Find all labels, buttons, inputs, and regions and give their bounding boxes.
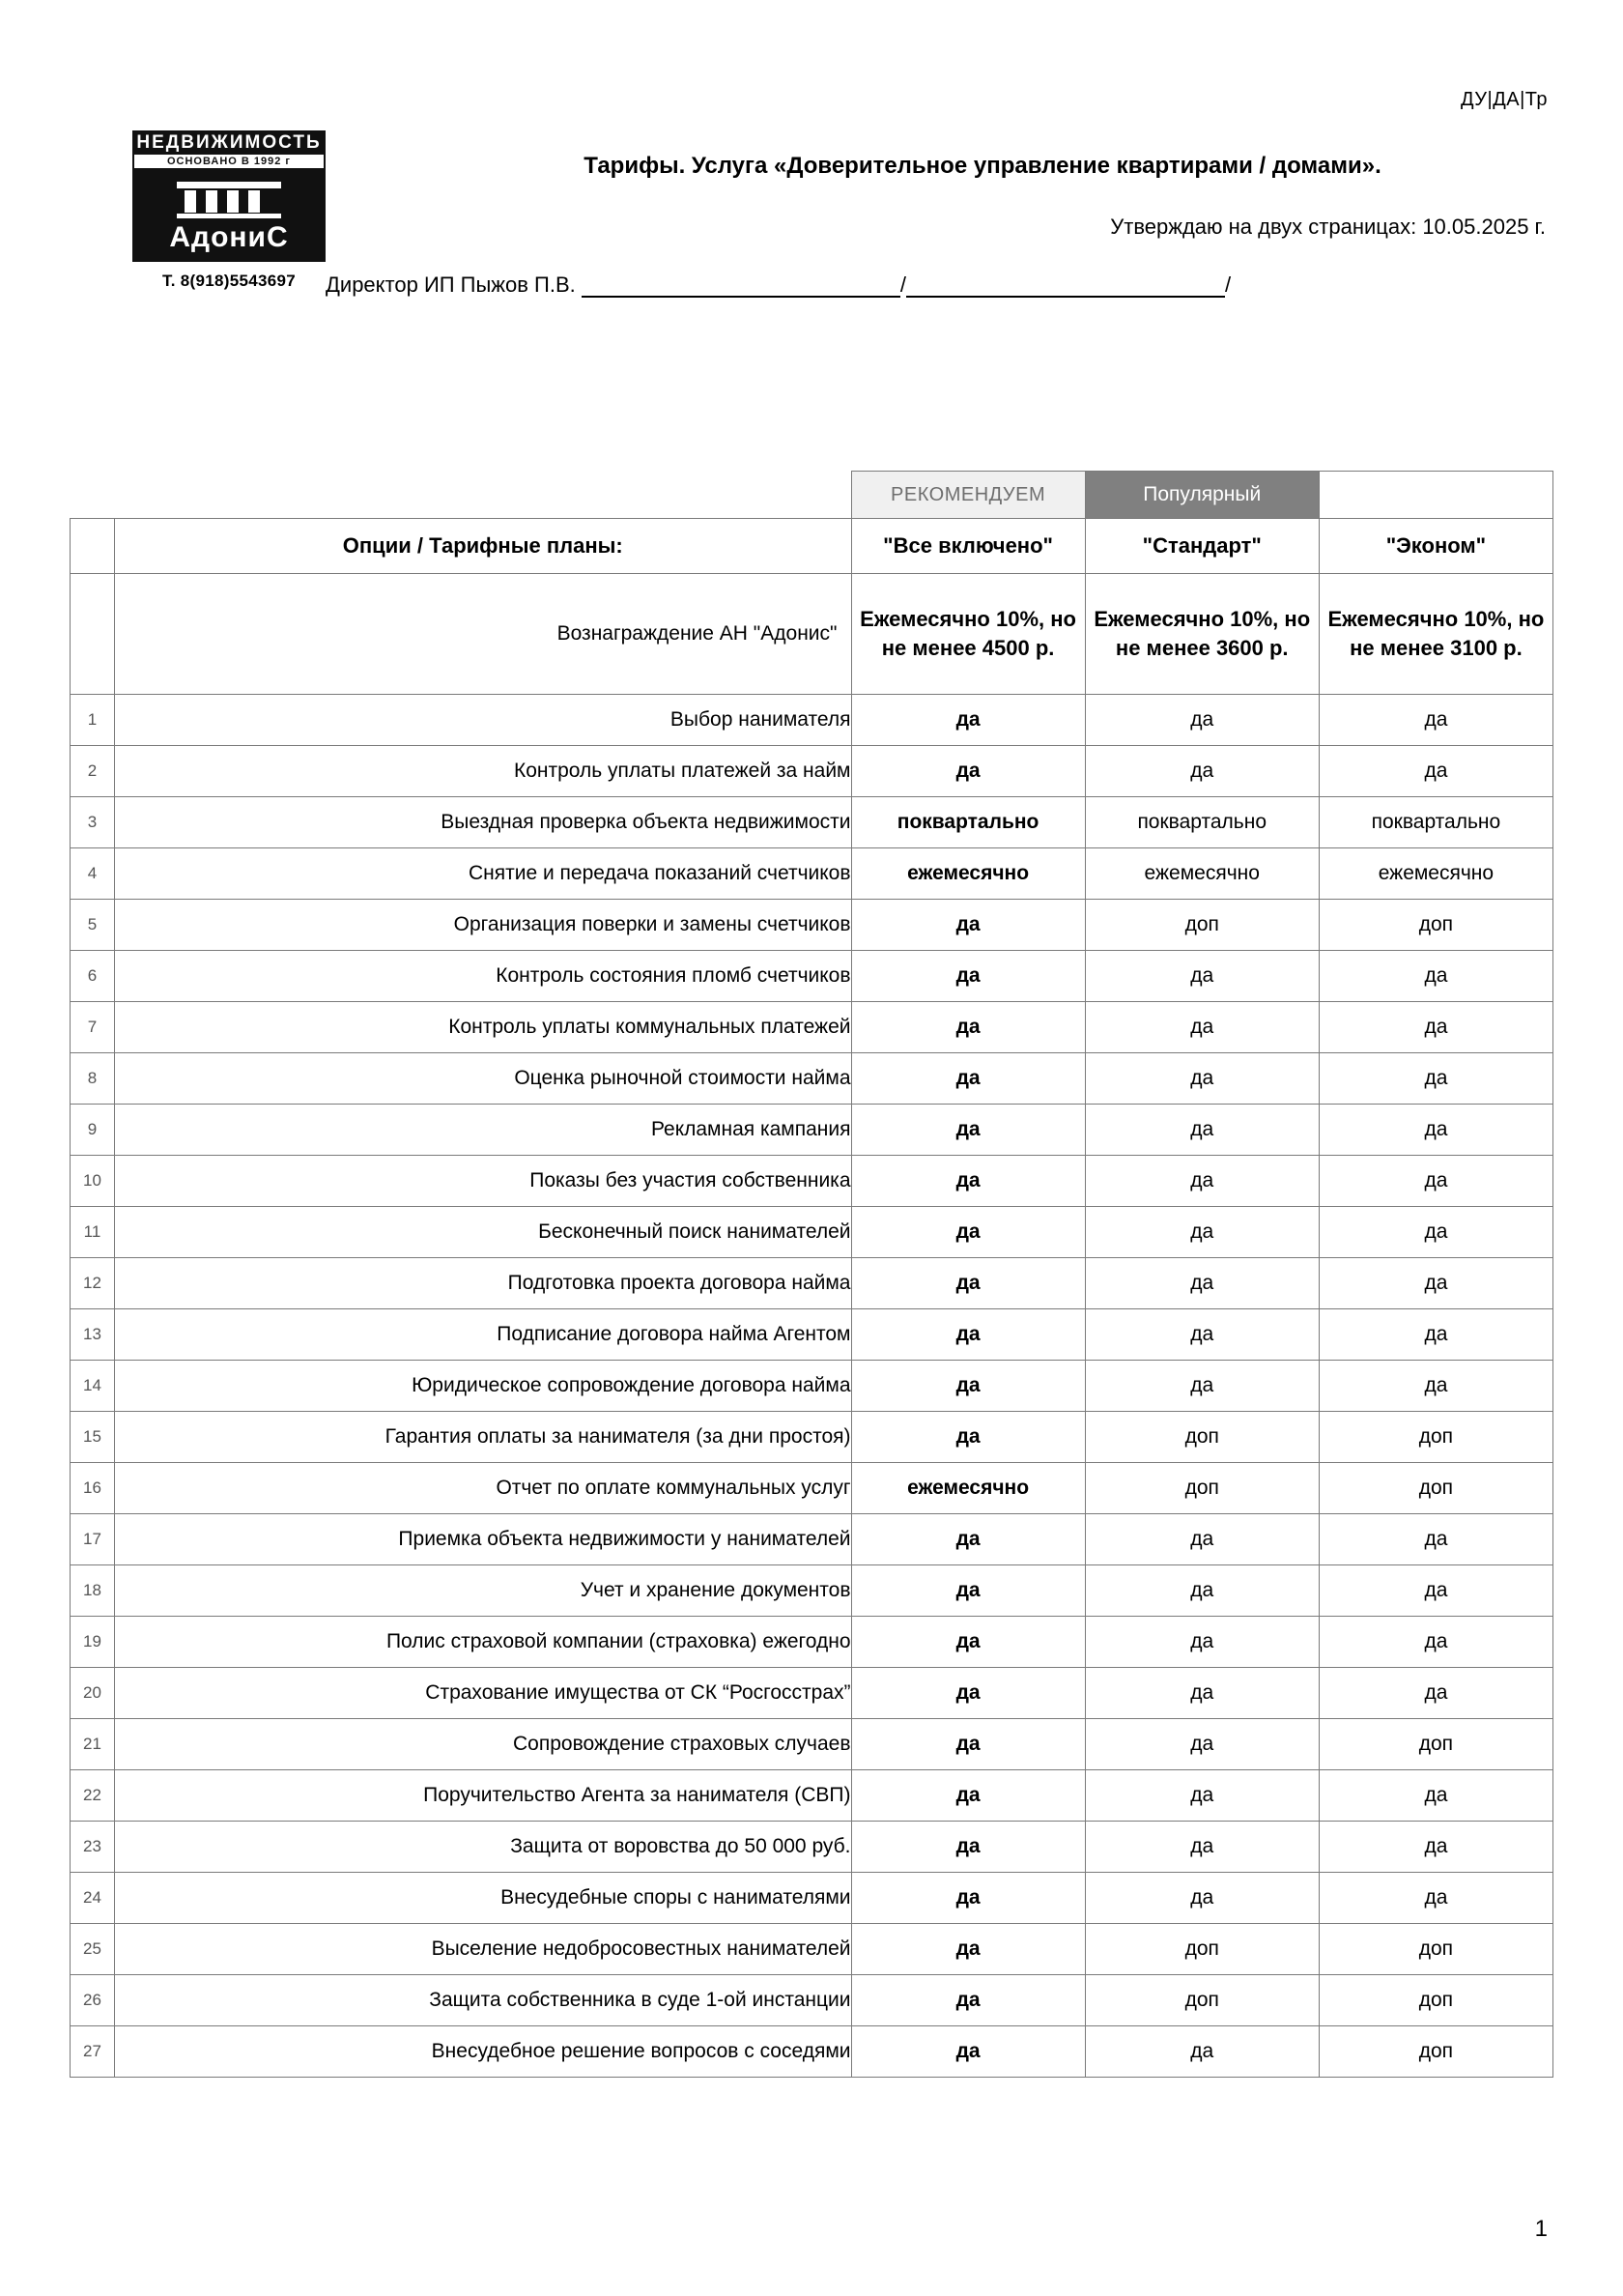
ribbon-spacer-opt <box>115 472 851 519</box>
table-row <box>71 1412 1553 1463</box>
row-number: 14 <box>71 1361 115 1412</box>
director-signature-line: Директор ИП Пыжов П.В. / / <box>326 273 1232 297</box>
fee-value-0: Ежемесячно 10%, но не менее 4500 р. <box>851 574 1085 695</box>
row-value-0: да <box>851 1412 1085 1463</box>
row-value-1: да <box>1085 1156 1319 1207</box>
row-number: 8 <box>71 1053 115 1105</box>
row-number: 20 <box>71 1668 115 1719</box>
table-row <box>71 1053 1553 1105</box>
row-option-label: Внесудебное решение вопросов с соседями <box>115 2026 851 2078</box>
row-number: 13 <box>71 1309 115 1361</box>
row-number: 22 <box>71 1770 115 1822</box>
row-number: 25 <box>71 1924 115 1975</box>
table-row <box>71 1873 1553 1924</box>
row-option-label: Отчет по оплате коммунальных услуг <box>115 1463 851 1514</box>
row-option-label: Выселение недобросовестных нанимателей <box>115 1924 851 1975</box>
row-value-2: да <box>1319 1002 1552 1053</box>
logo-top-text: НЕДВИЖИМОСТЬ <box>132 130 326 155</box>
row-value-0: да <box>851 1207 1085 1258</box>
row-value-2: доп <box>1319 1412 1552 1463</box>
row-value-0: да <box>851 900 1085 951</box>
row-value-0: да <box>851 1053 1085 1105</box>
row-value-1: доп <box>1085 1463 1319 1514</box>
logo-company-name: АдониС <box>169 220 289 253</box>
row-value-1: да <box>1085 1309 1319 1361</box>
row-value-1: да <box>1085 1002 1319 1053</box>
row-option-label: Бесконечный поиск нанимателей <box>115 1207 851 1258</box>
row-option-label: Показы без участия собственника <box>115 1156 851 1207</box>
row-value-1: да <box>1085 746 1319 797</box>
table-row <box>71 1463 1553 1514</box>
row-value-2: доп <box>1319 1975 1552 2026</box>
row-value-0: да <box>851 1873 1085 1924</box>
row-number: 16 <box>71 1463 115 1514</box>
row-value-2: да <box>1319 1207 1552 1258</box>
row-value-0: да <box>851 1156 1085 1207</box>
row-number: 21 <box>71 1719 115 1770</box>
logo-subtitle-text: ОСНОВАНО В 1992 г <box>132 155 326 170</box>
ribbon-spacer-num <box>71 472 115 519</box>
fee-num-cell <box>71 574 115 695</box>
signature-rule-2 <box>906 276 1225 298</box>
row-value-2: доп <box>1319 1463 1552 1514</box>
row-value-0: да <box>851 951 1085 1002</box>
row-value-2: да <box>1319 1156 1552 1207</box>
ribbon-row <box>71 472 1553 519</box>
row-value-2: да <box>1319 1105 1552 1156</box>
row-number: 23 <box>71 1822 115 1873</box>
table-row <box>71 1258 1553 1309</box>
fee-label: Вознаграждение АН "Адонис" <box>115 574 851 695</box>
fee-value-2: Ежемесячно 10%, но не менее 3100 р. <box>1319 574 1552 695</box>
table-header-row <box>71 519 1553 574</box>
row-value-0: да <box>851 1770 1085 1822</box>
document-code: ДУ|ДА|Тр <box>1461 89 1548 110</box>
row-value-0: да <box>851 746 1085 797</box>
table-row <box>71 2026 1553 2078</box>
table-row <box>71 797 1553 848</box>
row-value-2: да <box>1319 1309 1552 1361</box>
row-number: 12 <box>71 1258 115 1309</box>
table-row <box>71 1770 1553 1822</box>
row-value-2: да <box>1319 1617 1552 1668</box>
temple-icon <box>175 178 283 220</box>
table-row <box>71 1207 1553 1258</box>
row-value-0: да <box>851 1668 1085 1719</box>
row-value-0: да <box>851 1822 1085 1873</box>
row-value-0: да <box>851 1309 1085 1361</box>
row-value-0: да <box>851 1719 1085 1770</box>
row-option-label: Рекламная кампания <box>115 1105 851 1156</box>
row-value-1: да <box>1085 1822 1319 1873</box>
row-option-label: Выездная проверка объекта недвижимости <box>115 797 851 848</box>
table-row <box>71 1105 1553 1156</box>
row-value-1: да <box>1085 1719 1319 1770</box>
approval-line: Утверждаю на двух страницах: 10.05.2025 г. <box>1110 215 1546 239</box>
row-option-label: Подписание договора найма Агентом <box>115 1309 851 1361</box>
table-row <box>71 1924 1553 1975</box>
row-value-1: да <box>1085 951 1319 1002</box>
fee-row <box>71 574 1553 695</box>
table-row <box>71 1514 1553 1565</box>
row-value-1: да <box>1085 1668 1319 1719</box>
row-number: 6 <box>71 951 115 1002</box>
row-option-label: Гарантия оплаты за нанимателя (за дни простоя) <box>115 1412 851 1463</box>
table-row <box>71 695 1553 746</box>
row-value-1: да <box>1085 1565 1319 1617</box>
row-option-label: Приемка объекта недвижимости у нанимателей <box>115 1514 851 1565</box>
row-value-1: да <box>1085 1617 1319 1668</box>
row-value-0: да <box>851 1924 1085 1975</box>
table-row <box>71 1822 1553 1873</box>
page-number: 1 <box>1534 2216 1548 2242</box>
logo-box <box>132 130 326 262</box>
row-number: 18 <box>71 1565 115 1617</box>
row-number: 1 <box>71 695 115 746</box>
row-value-0: да <box>851 1975 1085 2026</box>
row-number: 19 <box>71 1617 115 1668</box>
table-row <box>71 1668 1553 1719</box>
row-option-label: Учет и хранение документов <box>115 1565 851 1617</box>
row-value-0: поквартально <box>851 797 1085 848</box>
plan-name-1: "Стандарт" <box>1085 519 1319 574</box>
table-row <box>71 1361 1553 1412</box>
row-value-2: доп <box>1319 1719 1552 1770</box>
row-value-2: да <box>1319 1770 1552 1822</box>
ribbon-recommended: РЕКОМЕНДУЕМ <box>851 472 1085 519</box>
header-num-cell <box>71 519 115 574</box>
table-row <box>71 900 1553 951</box>
table-row <box>71 746 1553 797</box>
row-number: 26 <box>71 1975 115 2026</box>
row-value-1: да <box>1085 1053 1319 1105</box>
row-value-0: да <box>851 1514 1085 1565</box>
row-value-0: да <box>851 1361 1085 1412</box>
row-value-1: да <box>1085 695 1319 746</box>
table-row <box>71 1156 1553 1207</box>
ribbon-popular: Популярный <box>1085 472 1319 519</box>
company-phone: Т. 8(918)5543697 <box>161 271 297 290</box>
row-option-label: Организация поверки и замены счетчиков <box>115 900 851 951</box>
row-value-2: да <box>1319 1514 1552 1565</box>
table-row <box>71 1002 1553 1053</box>
row-value-2: доп <box>1319 900 1552 951</box>
row-option-label: Сопровождение страховых случаев <box>115 1719 851 1770</box>
table-row <box>71 1565 1553 1617</box>
row-value-2: да <box>1319 746 1552 797</box>
row-number: 15 <box>71 1412 115 1463</box>
company-logo <box>118 130 340 291</box>
row-value-1: доп <box>1085 900 1319 951</box>
fee-value-1: Ежемесячно 10%, но не менее 3600 р. <box>1085 574 1319 695</box>
row-value-0: ежемесячно <box>851 848 1085 900</box>
row-option-label: Контроль состояния пломб счетчиков <box>115 951 851 1002</box>
logo-main <box>132 170 326 262</box>
row-value-0: да <box>851 1258 1085 1309</box>
row-value-0: да <box>851 1002 1085 1053</box>
row-value-2: да <box>1319 1258 1552 1309</box>
row-number: 17 <box>71 1514 115 1565</box>
row-option-label: Защита собственника в суде 1-ой инстанции <box>115 1975 851 2026</box>
row-value-1: доп <box>1085 1975 1319 2026</box>
row-number: 11 <box>71 1207 115 1258</box>
plan-name-2: "Эконом" <box>1319 519 1552 574</box>
row-value-1: да <box>1085 1258 1319 1309</box>
row-number: 24 <box>71 1873 115 1924</box>
row-value-1: да <box>1085 1873 1319 1924</box>
table-row <box>71 1719 1553 1770</box>
tariffs-table <box>70 471 1553 2078</box>
ribbon-empty <box>1319 472 1552 519</box>
table-row <box>71 951 1553 1002</box>
row-value-1: поквартально <box>1085 797 1319 848</box>
row-option-label: Снятие и передача показаний счетчиков <box>115 848 851 900</box>
row-value-1: да <box>1085 2026 1319 2078</box>
row-value-2: да <box>1319 951 1552 1002</box>
row-value-2: да <box>1319 1822 1552 1873</box>
row-value-1: да <box>1085 1770 1319 1822</box>
table-row <box>71 1975 1553 2026</box>
row-value-2: доп <box>1319 2026 1552 2078</box>
plan-name-0: "Все включено" <box>851 519 1085 574</box>
row-option-label: Оценка рыночной стоимости найма <box>115 1053 851 1105</box>
row-value-1: да <box>1085 1105 1319 1156</box>
table-row <box>71 848 1553 900</box>
row-value-2: да <box>1319 1053 1552 1105</box>
director-label: Директор ИП Пыжов П.В. <box>326 273 576 297</box>
row-value-1: да <box>1085 1207 1319 1258</box>
row-value-2: доп <box>1319 1924 1552 1975</box>
table-row <box>71 1309 1553 1361</box>
row-value-1: доп <box>1085 1924 1319 1975</box>
row-value-0: ежемесячно <box>851 1463 1085 1514</box>
row-number: 7 <box>71 1002 115 1053</box>
row-number: 9 <box>71 1105 115 1156</box>
signature-rule-1 <box>582 276 900 298</box>
document-header <box>70 58 1553 329</box>
row-value-1: да <box>1085 1514 1319 1565</box>
row-option-label: Юридическое сопровождение договора найма <box>115 1361 851 1412</box>
row-value-2: ежемесячно <box>1319 848 1552 900</box>
row-option-label: Контроль уплаты платежей за найм <box>115 746 851 797</box>
row-value-1: да <box>1085 1361 1319 1412</box>
row-number: 4 <box>71 848 115 900</box>
row-value-1: доп <box>1085 1412 1319 1463</box>
row-value-2: да <box>1319 1361 1552 1412</box>
row-option-label: Защита от воровства до 50 000 руб. <box>115 1822 851 1873</box>
row-option-label: Подготовка проекта договора найма <box>115 1258 851 1309</box>
row-value-2: да <box>1319 1565 1552 1617</box>
header-options-label: Опции / Тарифные планы: <box>115 519 851 574</box>
row-option-label: Контроль уплаты коммунальных платежей <box>115 1002 851 1053</box>
row-option-label: Внесудебные споры с нанимателями <box>115 1873 851 1924</box>
row-value-0: да <box>851 2026 1085 2078</box>
row-value-2: да <box>1319 1873 1552 1924</box>
row-option-label: Полис страховой компании (страховка) ежегодно <box>115 1617 851 1668</box>
row-option-label: Страхование имущества от СК “Росгосстрах” <box>115 1668 851 1719</box>
row-number: 3 <box>71 797 115 848</box>
row-option-label: Выбор нанимателя <box>115 695 851 746</box>
row-value-2: да <box>1319 695 1552 746</box>
row-number: 2 <box>71 746 115 797</box>
row-value-0: да <box>851 1565 1085 1617</box>
row-value-2: поквартально <box>1319 797 1552 848</box>
row-value-0: да <box>851 695 1085 746</box>
row-number: 5 <box>71 900 115 951</box>
row-number: 10 <box>71 1156 115 1207</box>
row-value-0: да <box>851 1617 1085 1668</box>
row-number: 27 <box>71 2026 115 2078</box>
row-option-label: Поручительство Агента за нанимателя (СВП) <box>115 1770 851 1822</box>
table-row <box>71 1617 1553 1668</box>
page-title: Тарифы. Услуга «Доверительное управление квартирами / домами». <box>584 153 1381 179</box>
row-value-1: ежемесячно <box>1085 848 1319 900</box>
row-value-2: да <box>1319 1668 1552 1719</box>
row-value-0: да <box>851 1105 1085 1156</box>
